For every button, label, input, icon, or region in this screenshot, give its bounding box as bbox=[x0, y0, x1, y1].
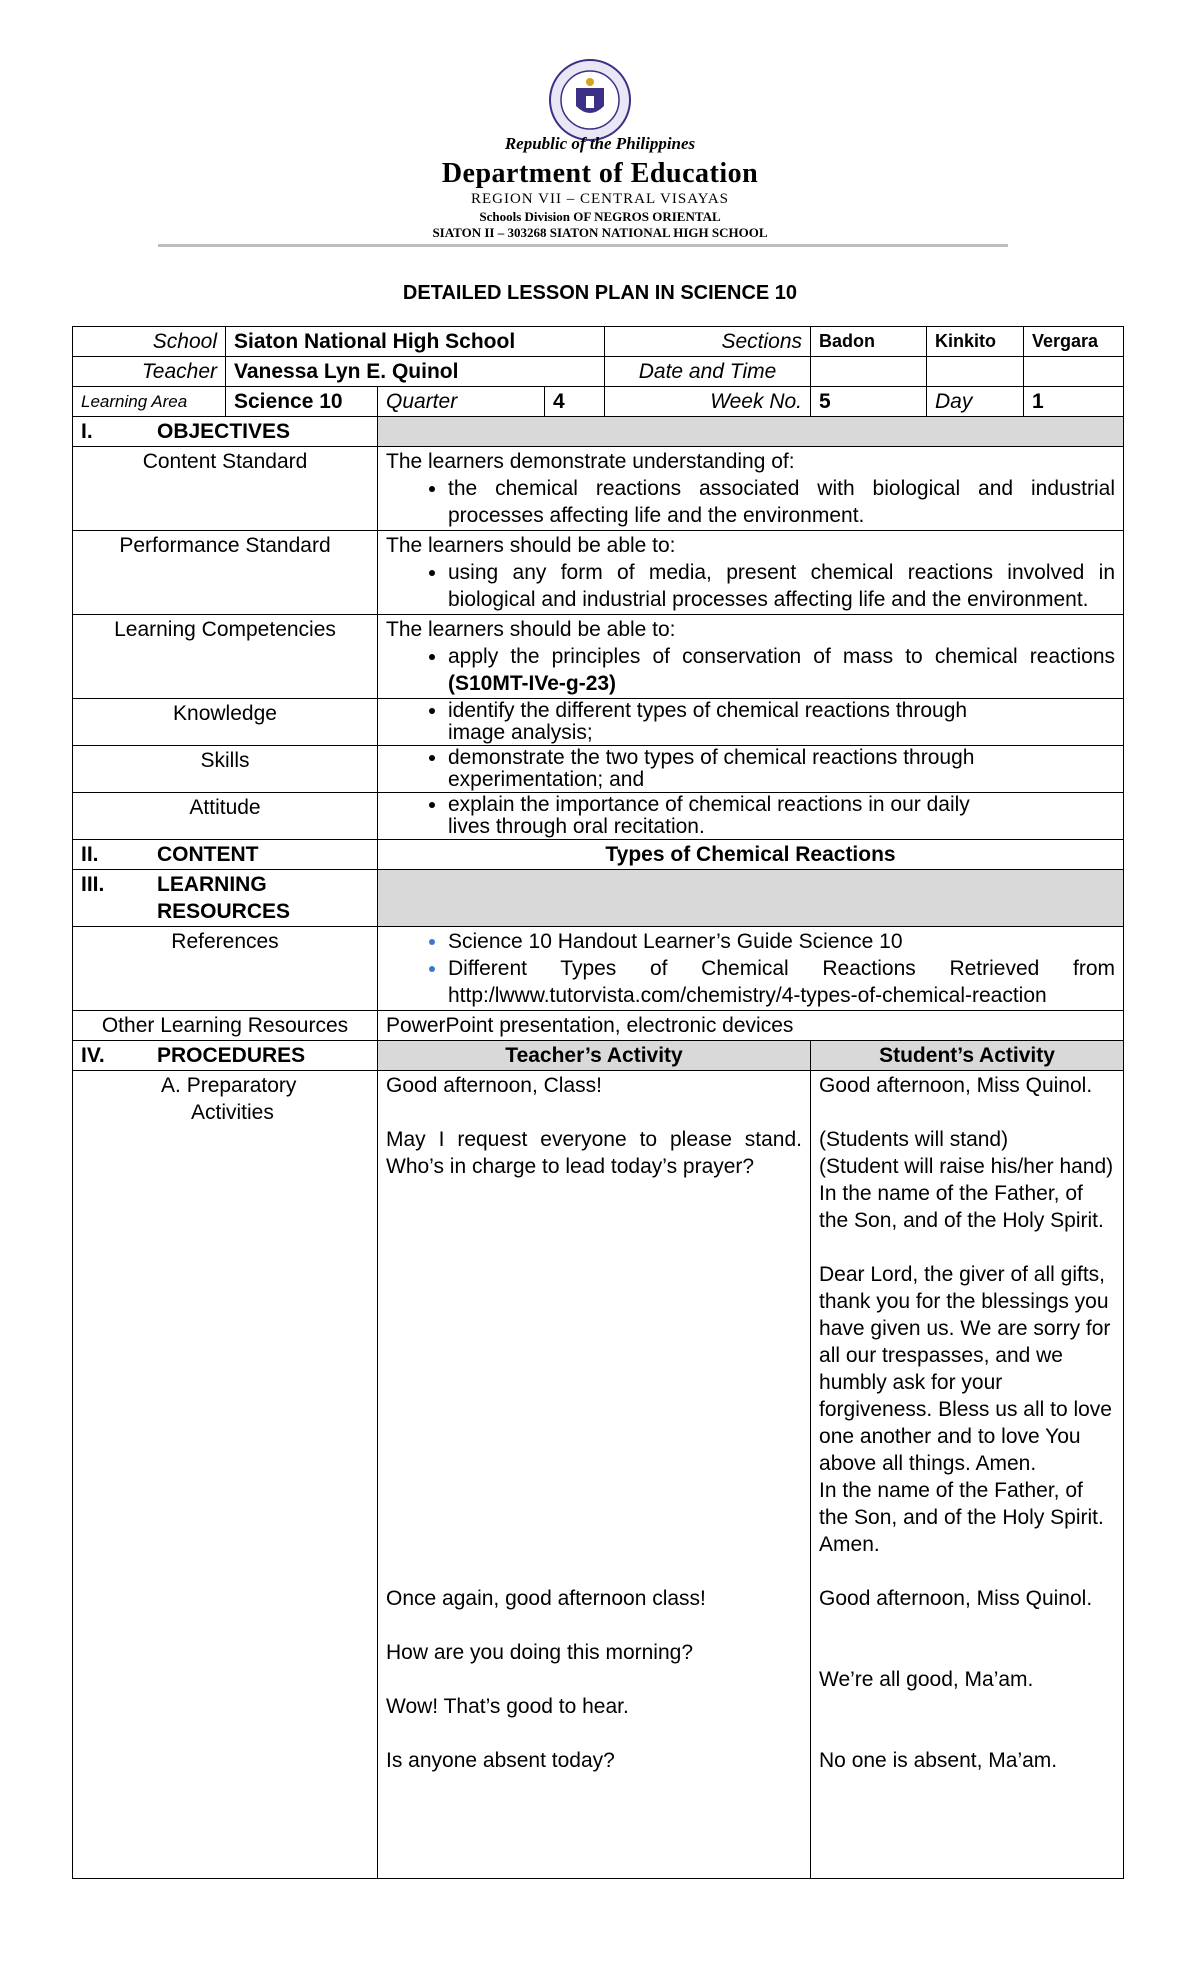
resources-heading bbox=[73, 870, 378, 927]
student-activity-header: Student’s Activity bbox=[811, 1041, 1124, 1071]
datetime-label: Date and Time bbox=[605, 357, 811, 387]
info-row-school bbox=[73, 327, 1124, 357]
deped-seal-icon bbox=[548, 58, 632, 142]
performance-standard-cell bbox=[378, 531, 1124, 615]
resources-heading-fill bbox=[378, 870, 1124, 927]
content-standard-label: Content Standard bbox=[73, 447, 378, 531]
attitude-cell bbox=[378, 793, 1124, 840]
objectives-heading bbox=[73, 417, 378, 447]
step-title-1: Preparatory bbox=[186, 1074, 297, 1097]
attitude-label: Attitude bbox=[73, 793, 378, 840]
school-label: School bbox=[73, 327, 226, 357]
reference-item: • Different Types of Chemical Reactions Retrieved from http:/lwww.tutorvista.com/chemistry/4-types-of-chemical-reaction bbox=[448, 955, 1115, 1009]
procedures-num: IV. bbox=[81, 1044, 105, 1067]
preparatory-label bbox=[73, 1071, 378, 1879]
performance-standard-item: • using any form of media, present chemical reactions involved in biological and industrial processes affecting life and the environment. bbox=[448, 559, 1115, 613]
content-standard-item: • the chemical reactions associated with biological and industrial processes affecting life and the environment. bbox=[448, 475, 1115, 529]
content-standard-row bbox=[73, 447, 1124, 531]
student-prayer: Dear Lord, the giver of all gifts, thank you for the blessings you have given us. We are sorry for all our trespasses, and we humbly ask for your forgiveness. Bless us all to love one another and to love You above all things. Amen. bbox=[819, 1263, 1112, 1475]
header-divider bbox=[158, 244, 1008, 247]
student-line: Good afternoon, Miss Quinol. bbox=[819, 1587, 1093, 1610]
procedures-heading bbox=[73, 1041, 378, 1071]
student-spacer bbox=[819, 1720, 1115, 1747]
other-resources-label: Other Learning Resources bbox=[73, 1011, 378, 1041]
student-line: In the name of the Father, of the Son, and of the Holy Spirit. Amen. bbox=[819, 1479, 1104, 1556]
procedures-heading-row bbox=[73, 1041, 1124, 1071]
resources-num: III. bbox=[81, 873, 105, 896]
teacher-line: May I request everyone to please stand. Who’s in charge to lead today’s prayer? bbox=[386, 1128, 803, 1178]
school-line: SIATON II – 303268 SIATON NATIONAL HIGH SCHOOL bbox=[432, 225, 768, 240]
content-row bbox=[73, 840, 1124, 870]
attitude-row bbox=[73, 793, 1124, 840]
teacher-line: Is anyone absent today? bbox=[386, 1749, 615, 1772]
learning-area-value: Science 10 bbox=[226, 387, 378, 417]
teacher-activity-header: Teacher’s Activity bbox=[378, 1041, 811, 1071]
teacher-label: Teacher bbox=[73, 357, 226, 387]
resources-title-1: LEARNING bbox=[157, 873, 267, 896]
teacher-line: Wow! That’s good to hear. bbox=[386, 1695, 629, 1718]
competencies-item bbox=[448, 643, 1115, 697]
student-line: (Students will stand) bbox=[819, 1128, 1009, 1151]
info-row-area bbox=[73, 387, 1124, 417]
references-cell bbox=[378, 927, 1124, 1011]
student-line: In the name of the Father, of the Son, and of the Holy Spirit. bbox=[819, 1182, 1104, 1232]
section-badon: Badon bbox=[811, 327, 927, 357]
knowledge-cell bbox=[378, 699, 1124, 746]
knowledge-item: • identify the different types of chemical reactions through image analysis; bbox=[448, 700, 995, 744]
objectives-heading-fill bbox=[378, 417, 1124, 447]
skills-row bbox=[73, 746, 1124, 793]
competencies-text: apply the principles of conservation of mass to chemical reactions bbox=[448, 645, 1116, 668]
references-row bbox=[73, 927, 1124, 1011]
content-num: II. bbox=[81, 843, 99, 866]
knowledge-row bbox=[73, 699, 1124, 746]
resources-title-2: RESOURCES bbox=[157, 900, 291, 923]
republic-line: Republic of the Philippines bbox=[504, 134, 696, 153]
student-line: (Student will raise his/her hand) bbox=[819, 1155, 1114, 1178]
procedures-title: PROCEDURES bbox=[157, 1044, 306, 1067]
content-value: Types of Chemical Reactions bbox=[378, 840, 1124, 870]
week-label: Week No. bbox=[605, 387, 811, 417]
resources-heading-row bbox=[73, 870, 1124, 927]
content-standard-cell bbox=[378, 447, 1124, 531]
content-heading bbox=[73, 840, 378, 870]
section-kinkito: Kinkito bbox=[927, 327, 1024, 357]
day-label: Day bbox=[927, 387, 1024, 417]
department-line: Department of Education bbox=[441, 158, 759, 189]
day-value: 1 bbox=[1024, 387, 1124, 417]
competencies-code: (S10MT-IVe-g-23) bbox=[448, 672, 617, 695]
reference-item: • Science 10 Handout Learner’s Guide Science 10 bbox=[448, 928, 1115, 955]
teacher-line: How are you doing this morning? bbox=[386, 1641, 694, 1664]
knowledge-label: Knowledge bbox=[73, 699, 378, 746]
student-activity-cell bbox=[811, 1071, 1124, 1879]
student-spacer bbox=[819, 1639, 1115, 1666]
lesson-plan-table bbox=[72, 326, 1124, 1879]
letterhead bbox=[0, 0, 1200, 250]
learning-area-label: Learning Area bbox=[73, 387, 226, 417]
objectives-title: OBJECTIVES bbox=[157, 420, 291, 443]
student-line: Good afternoon, Miss Quinol. bbox=[819, 1074, 1093, 1097]
division-line: Schools Division OF NEGROS ORIENTAL bbox=[479, 209, 721, 224]
performance-standard-intro: The learners should be able to: bbox=[386, 534, 676, 557]
other-resources-row bbox=[73, 1011, 1124, 1041]
step-title-2: Activities bbox=[191, 1101, 274, 1124]
preparatory-row bbox=[73, 1071, 1124, 1879]
teacher-line: Once again, good afternoon class! bbox=[386, 1587, 706, 1610]
attitude-item: • explain the importance of chemical reactions in our daily lives through oral recitation. bbox=[448, 794, 1005, 838]
sections-label: Sections bbox=[605, 327, 811, 357]
week-value: 5 bbox=[811, 387, 927, 417]
competencies-label: Learning Competencies bbox=[73, 615, 378, 699]
section-vergara: Vergara bbox=[1024, 327, 1124, 357]
teacher-value: Vanessa Lyn E. Quinol bbox=[226, 357, 605, 387]
content-standard-intro: The learners demonstrate understanding of: bbox=[386, 450, 795, 473]
teacher-activity-cell bbox=[378, 1071, 811, 1879]
objectives-num: I. bbox=[81, 420, 93, 443]
datetime-badon bbox=[811, 357, 927, 387]
teacher-spacer bbox=[386, 1207, 802, 1585]
step-letter: A. bbox=[161, 1074, 181, 1097]
skills-cell bbox=[378, 746, 1124, 793]
other-resources-value: PowerPoint presentation, electronic devices bbox=[378, 1011, 1124, 1041]
competencies-row bbox=[73, 615, 1124, 699]
teacher-line: Good afternoon, Class! bbox=[386, 1074, 602, 1097]
competencies-cell bbox=[378, 615, 1124, 699]
performance-standard-label: Performance Standard bbox=[73, 531, 378, 615]
skills-label: Skills bbox=[73, 746, 378, 793]
school-value: Siaton National High School bbox=[226, 327, 605, 357]
student-line: We’re all good, Ma’am. bbox=[819, 1668, 1034, 1691]
competencies-intro: The learners should be able to: bbox=[386, 618, 676, 641]
references-label: References bbox=[73, 927, 378, 1011]
objectives-heading-row bbox=[73, 417, 1124, 447]
skills-item: • demonstrate the two types of chemical reactions through experimentation; and bbox=[448, 747, 995, 791]
document-title: DETAILED LESSON PLAN IN SCIENCE 10 bbox=[402, 282, 798, 304]
region-line: REGION VII – CENTRAL VISAYAS bbox=[470, 191, 730, 207]
quarter-label: Quarter bbox=[378, 387, 545, 417]
datetime-vergara bbox=[1024, 357, 1124, 387]
info-row-teacher bbox=[73, 357, 1124, 387]
quarter-value: 4 bbox=[545, 387, 605, 417]
student-line: No one is absent, Ma’am. bbox=[819, 1749, 1058, 1772]
performance-standard-row bbox=[73, 531, 1124, 615]
datetime-kinkito bbox=[927, 357, 1024, 387]
content-title: CONTENT bbox=[157, 843, 259, 866]
